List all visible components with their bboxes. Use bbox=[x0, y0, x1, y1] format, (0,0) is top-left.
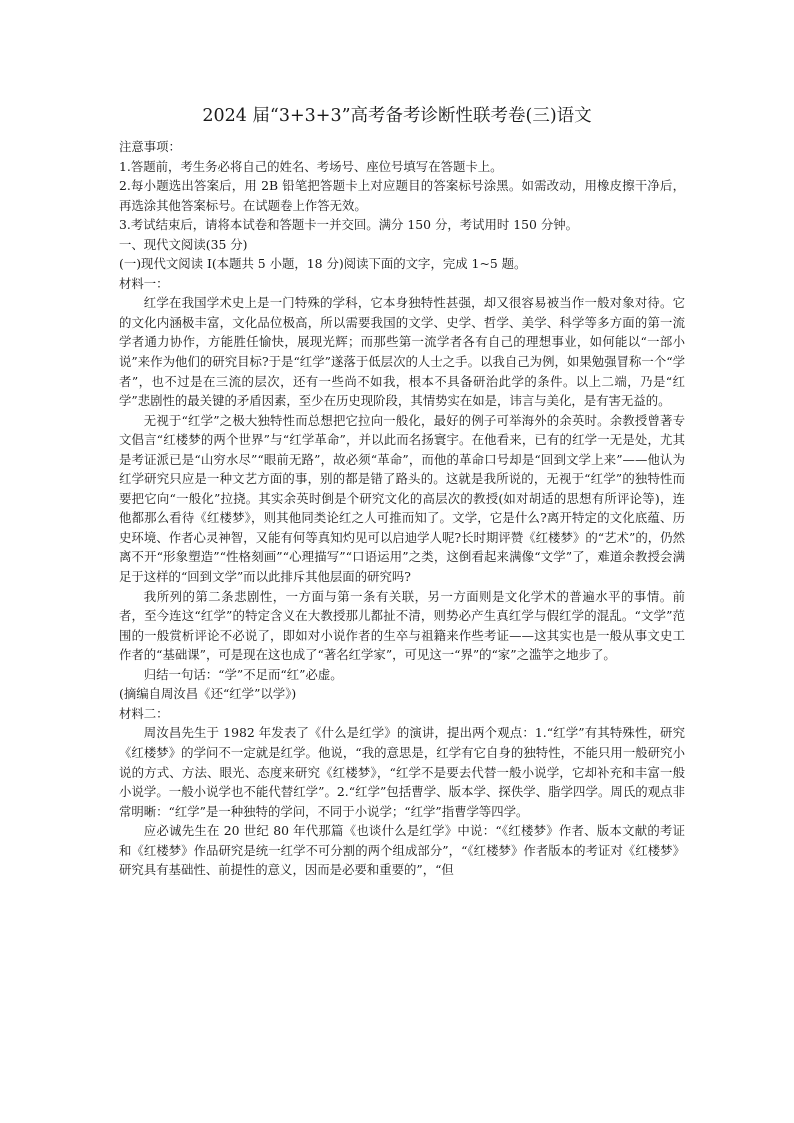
notice-heading: 注意事项： bbox=[119, 139, 181, 154]
material-1-source: (摘编自周汝昌《还“红学”以学》) bbox=[119, 686, 297, 702]
material-1-paragraph-3: 我所列的第二条悲剧性，一方面与第一条有关联，另一方面则是文化学术的普遍水平的事情。前者，至今连这“红学”的特定含义在大教授那儿都扯不清，则势必产生真红学与假红学的混乱。“文学”范围的一般赏析评论不必说了，即如对小说作者的生卒与祖籍来作些考证——这其实也是一般从事文史工作者的“基础课”，可是现在这也成了“著名红学家”，可见这一“界”的“家”之滥竽之地步了。 bbox=[119, 588, 685, 663]
material-2-label: 材料二： bbox=[119, 705, 169, 721]
notice-item-3: 3.考试结束后，请将本试卷和答题卡一并交回。满分 150 分，考试用时 150 分钟。 bbox=[119, 217, 578, 233]
notice-item-1: 1.答题前，考生务必将自己的姓名、考场号、座位号填写在答题卡上。 bbox=[119, 158, 503, 174]
section-subheading: (一)现代文阅读 I(本题共 5 小题，18 分)阅读下面的文字，完成 1~5 题。 bbox=[119, 256, 527, 272]
material-2-paragraph-2: 应必诚先生在 20 世纪 80 年代那篇《也谈什么是红学》中说：“《红楼梦》作者、版本文献的考证和《红楼梦》作品研究是统一红学不可分割的两个组成部分”，“《红楼梦》作者版本的考证对《红楼梦》研究具有基础性、前提性的意义，因而是必要和重要的”，“但 bbox=[119, 823, 685, 878]
material-1-label: 材料一： bbox=[119, 275, 169, 291]
material-1-paragraph-4: 归结一句话：“学”不足而“红”必虚。 bbox=[143, 666, 343, 682]
material-2-paragraph-1: 周汝昌先生于 1982 年发表了《什么是红学》的演讲，提出两个观点：1.“红学”有其特殊性，研究《红楼梦》的学问不一定就是红学。他说，“我的意思是，红学有它自身的独特性，不能只用一般研究小说的方式、方法、眼光、态度来研究《红楼梦》，“红学不是要去代替一般小说学，它却补充和丰富一般小说学。一般小说学也不能代替红学”。2.“红学”包括曹学、版本学、探佚学、脂学四学。周氏的观点非常明晰：“红学”是一种独特的学问，不同于小说学；“红学”指曹学等四学。 bbox=[119, 725, 685, 819]
exam-title: 2024 届“3+3+3”高考备考诊断性联考卷(三)语文 bbox=[202, 106, 592, 126]
section-heading: 一、现代文阅读(35 分) bbox=[119, 236, 248, 252]
exam-body bbox=[119, 137, 685, 880]
material-1-paragraph-2: 无视于“红学”之极大独特性而总想把它拉向一般化，最好的例子可举海外的余英时。余教授曾著专文倡言“红楼梦的两个世界”与“红学革命”，并以此而名扬寰宇。在他看来，已有的红学一无是处，尤其是考证派已是“山穷水尽”“眼前无路”，故必须“革命”，而他的革命口号却是“回到文学上来”——他认为红学研究只应是一种文艺方面的事，别的都是错了路头的。这就是我所说的，无视于“红学”的独特性而要把它向“一般化”拉挠。其实余英时倒是个研究文化的高层次的教授(如对胡适的思想有所评论等)，连他都那么看待《红楼梦》，则其他同类论红之人可推而知了。文学，它是什么?离开特定的文化底蕴、历史环境、作者心灵神智，又能有何等真知灼见可以启迪学人呢?长时期评赞《红楼梦》的“艺术”的，仍然离不开“形象塑造”“性格刻画”“心理描写”“口语运用”之类，这倒看起来满像“文学”了，难道余教授会满足于这样的“回到文学”而以此排斥其他层面的研究吗? bbox=[119, 412, 685, 585]
material-1-paragraph-1: 红学在我国学术史上是一门特殊的学科，它本身独特性甚强，却又很容易被当作一般对象对待。它的文化内涵极丰富，文化品位极高，所以需要我国的文学、史学、哲学、美学、科学等多方面的第一流学者通力协作，方能胜任愉快，展现光辉；而那些第一流学者各有自己的理想事业，如何能以“一部小说”来作为他们的研究目标?于是“红学”遂落于低层次的人士之手。以我自己为例，如果勉强冒称一个“学者”，也不过是在三流的层次，还有一些尚不如我，根本不具备研治此学的条件。以上二端，乃是“红学”悲剧性的最关键的矛盾因素，至少在历史现阶段，其情势实在如是，讳言与美化，是有害无益的。 bbox=[119, 295, 685, 409]
notice-item-2: 2.每小题选出答案后，用 2B 铅笔把答题卡上对应题目的答案标号涂黑。如需改动，用橡皮擦干净后，再选涂其他答案标号。在试题卷上作答无效。 bbox=[119, 178, 685, 213]
